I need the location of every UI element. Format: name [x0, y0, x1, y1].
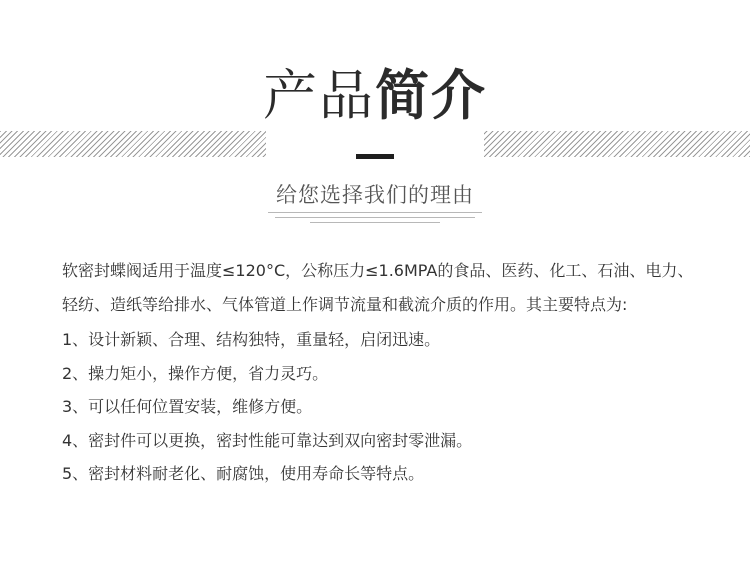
title-light: 产品 [263, 64, 375, 127]
feature-item: 5、密封材料耐老化、耐腐蚀，使用寿命长等特点。 [62, 464, 425, 483]
feature-item: 3、可以任何位置安装，维修方便。 [62, 397, 313, 416]
decorative-fine-print [268, 212, 482, 228]
feature-item: 4、密封件可以更换，密封性能可靠达到双向密封零泄漏。 [62, 430, 473, 450]
feature-item: 2、操力矩小，操作方便，省力灵巧。 [62, 363, 329, 383]
title-divider-bar [356, 154, 394, 159]
title-bold: 简介 [375, 64, 487, 127]
section-subtitle: 给您选择我们的理由 [276, 183, 474, 207]
description-paragraph: 软密封蝶阀适用于温度≤120°C，公称压力≤1.6MPA的食品、医药、化工、石油、电力、轻纺、造纸等给排水、气体管道上作调节流量和截流介质的作用。其主要特点为: [62, 261, 694, 314]
page-title [0, 64, 750, 128]
product-description [62, 254, 702, 491]
feature-item: 1、设计新颖、合理、结构独特，重量轻，启闭迅速。 [62, 330, 441, 349]
